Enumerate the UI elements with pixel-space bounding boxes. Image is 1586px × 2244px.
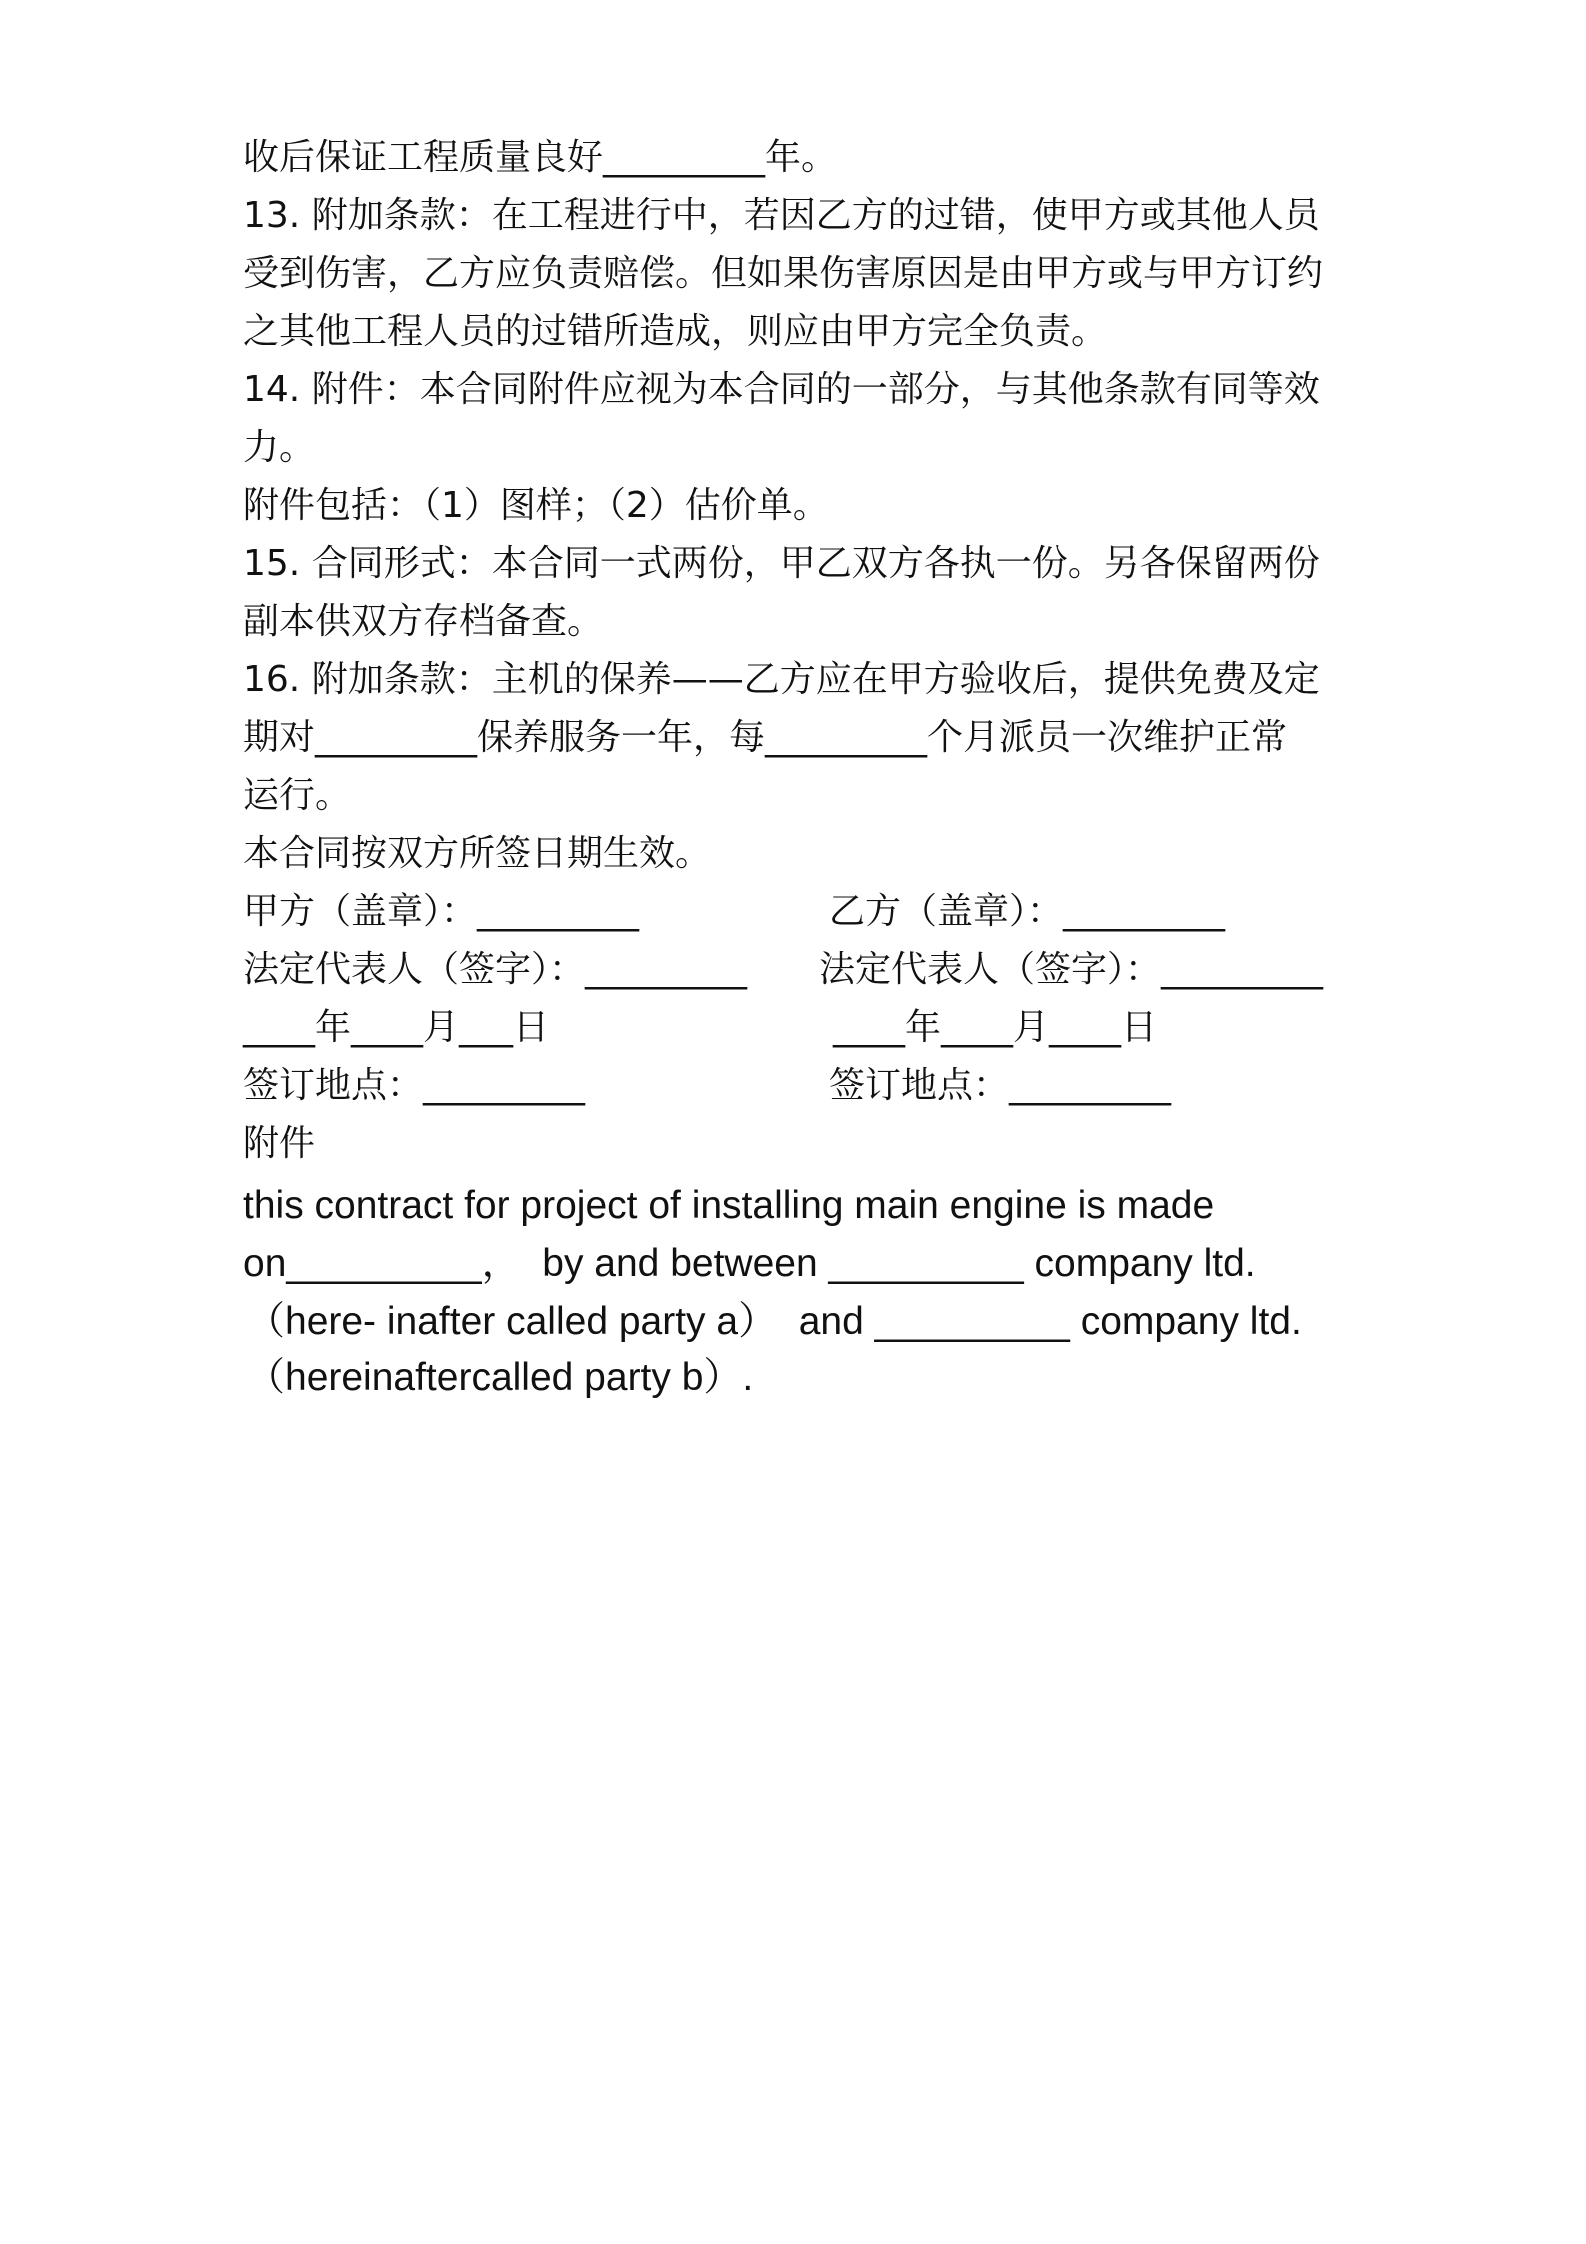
clause-14-line-1: 14. 附件：本合同附件应视为本合同的一部分，与其他条款有同等效 [243,369,1320,410]
clause-16-line-1: 16. 附加条款：主机的保养——乙方应在甲方验收后，提供免费及定 [243,659,1320,700]
party-a-date: ____年____月___日 [243,1007,550,1048]
signature-row-date [243,1004,1363,1052]
clause-15-line-1: 15. 合同形式：本合同一式两份，甲乙双方各执一份。另各保留两份 [243,543,1320,584]
party-a-representative: 法定代表人（签字）：_________ [243,949,748,990]
signature-row-seal [243,888,1363,936]
clause-16-line-2: 期对_________保养服务一年，每_________个月派员一次维护正常 [243,717,1288,758]
signature-row-representative [243,946,1363,994]
english-line-2: on_________， by and between _________ company ltd. [243,1242,1256,1285]
signature-row-place [243,1062,1363,1110]
clause-16-line-3: 运行。 [243,775,352,816]
clause-15-line-2: 副本供双方存档备查。 [243,601,604,642]
english-line-4: （hereinaftercalled party b）. [246,1356,754,1399]
party-b-place: 签订地点：_________ [829,1065,1172,1106]
party-b-representative: 法定代表人（签字）：_________ [819,949,1324,990]
clause-13-line-2: 受到伤害，乙方应负责赔偿。但如果伤害原因是由甲方或与甲方订约 [243,253,1324,294]
clause-13-line-1: 13. 附加条款：在工程进行中，若因乙方的过错，使甲方或其他人员 [243,195,1320,236]
party-b-date: ____年____月____日 [833,1007,1158,1048]
party-a-place: 签订地点：_________ [243,1065,586,1106]
attachment-heading: 附件 [243,1123,316,1164]
english-line-3: （here- inafter called party a） and _________ company ltd. [246,1300,1302,1343]
english-line-1: this contract for project of installing main engine is made [243,1184,1215,1227]
attachment-list: 附件包括：（1）图样；（2）估价单。 [243,485,829,526]
party-a-seal: 甲方（盖章）：_________ [243,891,640,932]
party-b-seal: 乙方（盖章）：_________ [829,891,1226,932]
clause-14-line-2: 力。 [243,427,316,468]
clause-12-continuation: 收后保证工程质量良好_________年。 [243,137,838,178]
clause-13-line-3: 之其他工程人员的过错所造成，则应由甲方完全负责。 [243,311,1108,352]
effective-date-statement: 本合同按双方所签日期生效。 [243,833,712,874]
